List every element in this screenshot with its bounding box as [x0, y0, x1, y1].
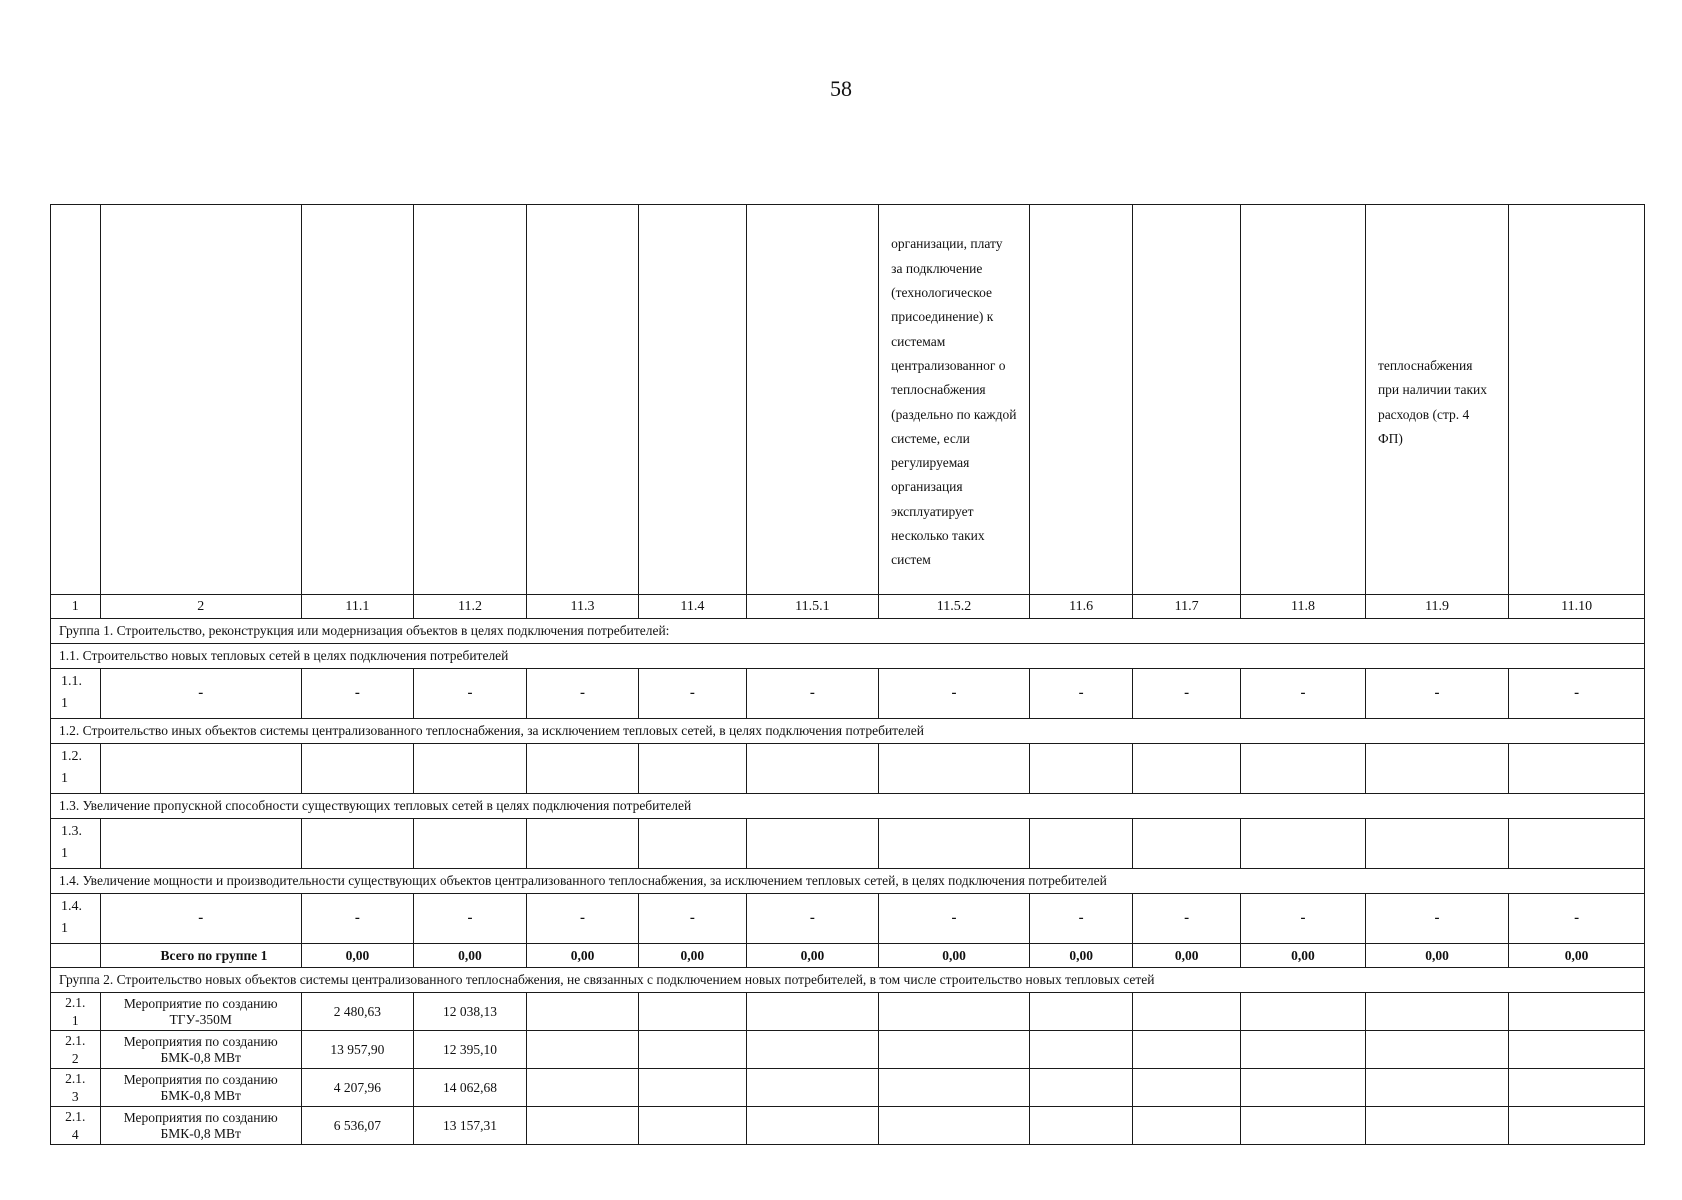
value-11-1: 2 480,63: [301, 993, 413, 1031]
table-cell: -: [413, 669, 526, 719]
table-row: [51, 669, 1645, 719]
column-number: 11.1: [301, 595, 413, 619]
table-cell: [879, 1069, 1030, 1107]
total-value: 0,00: [746, 944, 878, 968]
table-cell: [746, 1031, 878, 1069]
table-cell: [1029, 819, 1132, 869]
column-number-row: [51, 595, 1645, 619]
column-number: 11.5.1: [746, 595, 878, 619]
table-cell: -: [1241, 894, 1366, 944]
table-cell: [1133, 744, 1241, 794]
value-11-1: 4 207,96: [301, 1069, 413, 1107]
table-row: [51, 993, 1645, 1031]
section-title-row: [51, 794, 1645, 819]
row-index: 1.3. 1: [51, 819, 101, 869]
table-cell: [639, 744, 747, 794]
table-cell: [1029, 1031, 1132, 1069]
table-cell: [527, 1031, 639, 1069]
row-index: 2.1. 1: [51, 993, 101, 1031]
total-value: 0,00: [639, 944, 747, 968]
table-cell: [1509, 993, 1645, 1031]
section-title: 1.3. Увеличение пропускной способности существующих тепловых сетей в целях подключения потребителей: [51, 794, 1645, 819]
row-index: 1.4. 1: [51, 894, 101, 944]
table-cell: -: [746, 669, 878, 719]
table-cell: [100, 819, 301, 869]
section-title-row: [51, 644, 1645, 669]
column-number: 11.8: [1241, 595, 1366, 619]
group-1-total-row: [51, 944, 1645, 968]
table-cell: [639, 1107, 747, 1145]
table-cell: [639, 819, 747, 869]
table-cell: [413, 819, 526, 869]
table-cell: [413, 744, 526, 794]
total-value: 0,00: [413, 944, 526, 968]
table-cell: [1133, 1031, 1241, 1069]
table-cell: [1365, 1069, 1508, 1107]
table-cell: [527, 744, 639, 794]
table-cell: [1241, 1107, 1366, 1145]
row-index: 2.1. 2: [51, 1031, 101, 1069]
table-cell: -: [879, 894, 1030, 944]
table-cell: [1133, 1069, 1241, 1107]
table-cell: -: [1365, 669, 1508, 719]
table-cell: -: [100, 669, 301, 719]
group-2-title-row: [51, 968, 1645, 993]
measure-name: Мероприятия по созданию БМК-0,8 МВт: [100, 1069, 301, 1107]
table-cell: [879, 1031, 1030, 1069]
column-number: 11.4: [639, 595, 747, 619]
table-cell: [1029, 993, 1132, 1031]
row-index: 2.1. 3: [51, 1069, 101, 1107]
header-cell-11-9: теплоснабжения при наличии таких расходов (стр. 4 ФП): [1365, 205, 1508, 595]
table-cell: [1241, 1031, 1366, 1069]
table-cell: [1241, 819, 1366, 869]
table-row: [51, 744, 1645, 794]
table-cell: [1029, 744, 1132, 794]
value-11-2: 12 038,13: [413, 993, 526, 1031]
table-cell: [1241, 1069, 1366, 1107]
row-index: 1.2. 1: [51, 744, 101, 794]
table-cell: -: [413, 894, 526, 944]
table-cell: [301, 744, 413, 794]
table-row: [51, 1107, 1645, 1145]
column-number: 11.5.2: [879, 595, 1030, 619]
table-cell: -: [1133, 894, 1241, 944]
value-11-2: 14 062,68: [413, 1069, 526, 1107]
total-value: 0,00: [1365, 944, 1508, 968]
table-cell: -: [527, 669, 639, 719]
table-cell: -: [1029, 894, 1132, 944]
value-11-2: 13 157,31: [413, 1107, 526, 1145]
table-cell: -: [301, 894, 413, 944]
table-cell: [1509, 1107, 1645, 1145]
total-value: 0,00: [527, 944, 639, 968]
measure-name: Мероприятия по созданию БМК-0,8 МВт: [100, 1031, 301, 1069]
value-11-1: 13 957,90: [301, 1031, 413, 1069]
table-cell: [639, 993, 747, 1031]
measure-name: Мероприятие по созданию ТГУ-350М: [100, 993, 301, 1031]
table-cell: -: [301, 669, 413, 719]
total-value: 0,00: [301, 944, 413, 968]
table-cell: [879, 744, 1030, 794]
table-cell: [746, 993, 878, 1031]
column-number: 11.10: [1509, 595, 1645, 619]
table-cell: [527, 1069, 639, 1107]
table-cell: [746, 819, 878, 869]
row-index: 1.1. 1: [51, 669, 101, 719]
table-cell: [1133, 1107, 1241, 1145]
table-cell: [879, 993, 1030, 1031]
table-cell: [1365, 1107, 1508, 1145]
table-cell: [746, 1069, 878, 1107]
table-cell: -: [746, 894, 878, 944]
table-cell: [879, 819, 1030, 869]
table-cell: [1509, 744, 1645, 794]
table-row: [51, 1069, 1645, 1107]
table-cell: [1133, 819, 1241, 869]
table-row: [51, 819, 1645, 869]
table-cell: -: [879, 669, 1030, 719]
table-cell: [1365, 1031, 1508, 1069]
table-cell: [301, 819, 413, 869]
table-cell: [746, 1107, 878, 1145]
group-title: Группа 1. Строительство, реконструкция или модернизация объектов в целях подключения потребителей:: [51, 619, 1645, 644]
table-cell: [1365, 819, 1508, 869]
table-cell: [1029, 1107, 1132, 1145]
section-title: 1.4. Увеличение мощности и производительности существующих объектов централизованного теплоснабжения, за исключением тепловых сетей, в целях подключения потребителей: [51, 869, 1645, 894]
column-number: 11.9: [1365, 595, 1508, 619]
table-cell: -: [527, 894, 639, 944]
table-cell: -: [639, 669, 747, 719]
table-cell: [100, 744, 301, 794]
table-cell: [1029, 1069, 1132, 1107]
total-value: 0,00: [1241, 944, 1366, 968]
report-table: [50, 204, 1645, 1145]
table-cell: [527, 1107, 639, 1145]
total-value: 0,00: [1133, 944, 1241, 968]
header-cell-11-5-2: организации, плату за подключение (технологическое присоединение) к системам централизованног о теплоснабжения (раздельно по каждой системе, если регулируемая организация эксплуатирует несколько таких систем: [879, 205, 1030, 595]
page-number: 58: [830, 76, 852, 101]
table-cell: -: [1509, 894, 1645, 944]
group-title: Группа 2. Строительство новых объектов системы централизованного теплоснабжения, не связанных с подключением новых потребителей, в том числе строительство новых тепловых сетей: [51, 968, 1645, 993]
column-number: 11.3: [527, 595, 639, 619]
table-cell: [746, 744, 878, 794]
table-cell: [639, 1069, 747, 1107]
group-1-title-row: [51, 619, 1645, 644]
total-value: 0,00: [879, 944, 1030, 968]
table-cell: [51, 944, 101, 968]
value-11-1: 6 536,07: [301, 1107, 413, 1145]
table-cell: -: [1365, 894, 1508, 944]
total-label: Всего по группе 1: [100, 944, 301, 968]
total-value: 0,00: [1029, 944, 1132, 968]
column-number: 11.7: [1133, 595, 1241, 619]
table-cell: -: [1241, 669, 1366, 719]
table-cell: -: [639, 894, 747, 944]
section-title: 1.2. Строительство иных объектов системы централизованного теплоснабжения, за исключением тепловых сетей, в целях подключения потребителей: [51, 719, 1645, 744]
column-number: 11.2: [413, 595, 526, 619]
header-continuation-row: [51, 205, 1645, 595]
table-cell: [1133, 993, 1241, 1031]
table-row: [51, 1031, 1645, 1069]
table-cell: -: [1029, 669, 1132, 719]
table-cell: [879, 1107, 1030, 1145]
table-cell: [1241, 993, 1366, 1031]
row-index: 2.1. 4: [51, 1107, 101, 1145]
table-row: [51, 894, 1645, 944]
table-cell: -: [1509, 669, 1645, 719]
table-cell: [1365, 993, 1508, 1031]
total-value: 0,00: [1509, 944, 1645, 968]
measure-name: Мероприятия по созданию БМК-0,8 МВт: [100, 1107, 301, 1145]
column-number: 2: [100, 595, 301, 619]
table-cell: [639, 1031, 747, 1069]
table-cell: -: [1133, 669, 1241, 719]
table-cell: -: [100, 894, 301, 944]
table-cell: [1365, 744, 1508, 794]
table-cell: [527, 819, 639, 869]
section-title-row: [51, 719, 1645, 744]
column-number: 11.6: [1029, 595, 1132, 619]
table-cell: [1509, 819, 1645, 869]
column-number: 1: [51, 595, 101, 619]
section-title-row: [51, 869, 1645, 894]
table-cell: [1509, 1069, 1645, 1107]
table-cell: [527, 993, 639, 1031]
section-title: 1.1. Строительство новых тепловых сетей в целях подключения потребителей: [51, 644, 1645, 669]
table-cell: [1241, 744, 1366, 794]
table-cell: [1509, 1031, 1645, 1069]
value-11-2: 12 395,10: [413, 1031, 526, 1069]
